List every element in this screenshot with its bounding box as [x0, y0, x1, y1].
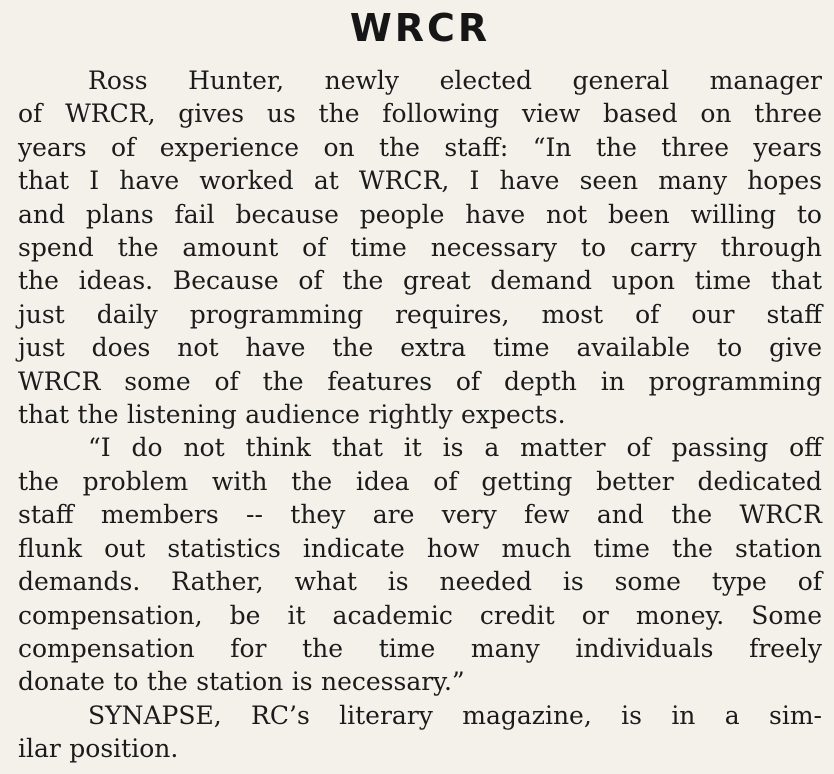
- text-line: demands. Rather, what is needed is some type of: [18, 567, 822, 597]
- article-title: WRCR: [349, 6, 491, 50]
- text-line: and plans fail because people have not been willing to: [18, 199, 822, 229]
- text-line: of WRCR, gives us the following view based on three: [18, 99, 822, 129]
- paragraph-1: [18, 64, 822, 431]
- text-line: years of experience on the staff: “In the three years: [18, 132, 822, 162]
- text-line: that I have worked at WRCR, I have seen many hopes: [18, 166, 822, 196]
- text-line: SYNAPSE, RC’s literary magazine, is in a sim-: [88, 700, 822, 730]
- text-line: donate to the station is necessary.”: [18, 667, 465, 697]
- text-line: compensation for the time many individuals freely: [18, 633, 822, 663]
- paragraph-3: [18, 699, 822, 766]
- text-line: spend the amount of time necessary to carry through: [18, 233, 822, 263]
- article-body: [18, 64, 822, 766]
- text-line: just daily programming requires, most of our staff: [18, 299, 822, 329]
- text-line: WRCR some of the features of depth in programming: [18, 366, 822, 396]
- text-line: the problem with the idea of getting better dedicated: [18, 466, 822, 496]
- text-line: Ross Hunter, newly elected general manager: [88, 66, 822, 95]
- paragraph-2: [18, 431, 822, 698]
- text-line: the ideas. Because of the great demand upon time that: [18, 266, 822, 296]
- text-line: just does not have the extra time available to give: [18, 333, 822, 363]
- text-line: compensation, be it academic credit or money. Some: [18, 600, 822, 630]
- text-line: ilar position.: [18, 734, 179, 764]
- text-line: flunk out statistics indicate how much time the station: [18, 533, 822, 563]
- text-line: staff members -- they are very few and the WRCR: [18, 500, 822, 530]
- text-line: “I do not think that it is a matter of passing off: [88, 433, 822, 463]
- text-line: that the listening audience rightly expects.: [18, 400, 566, 430]
